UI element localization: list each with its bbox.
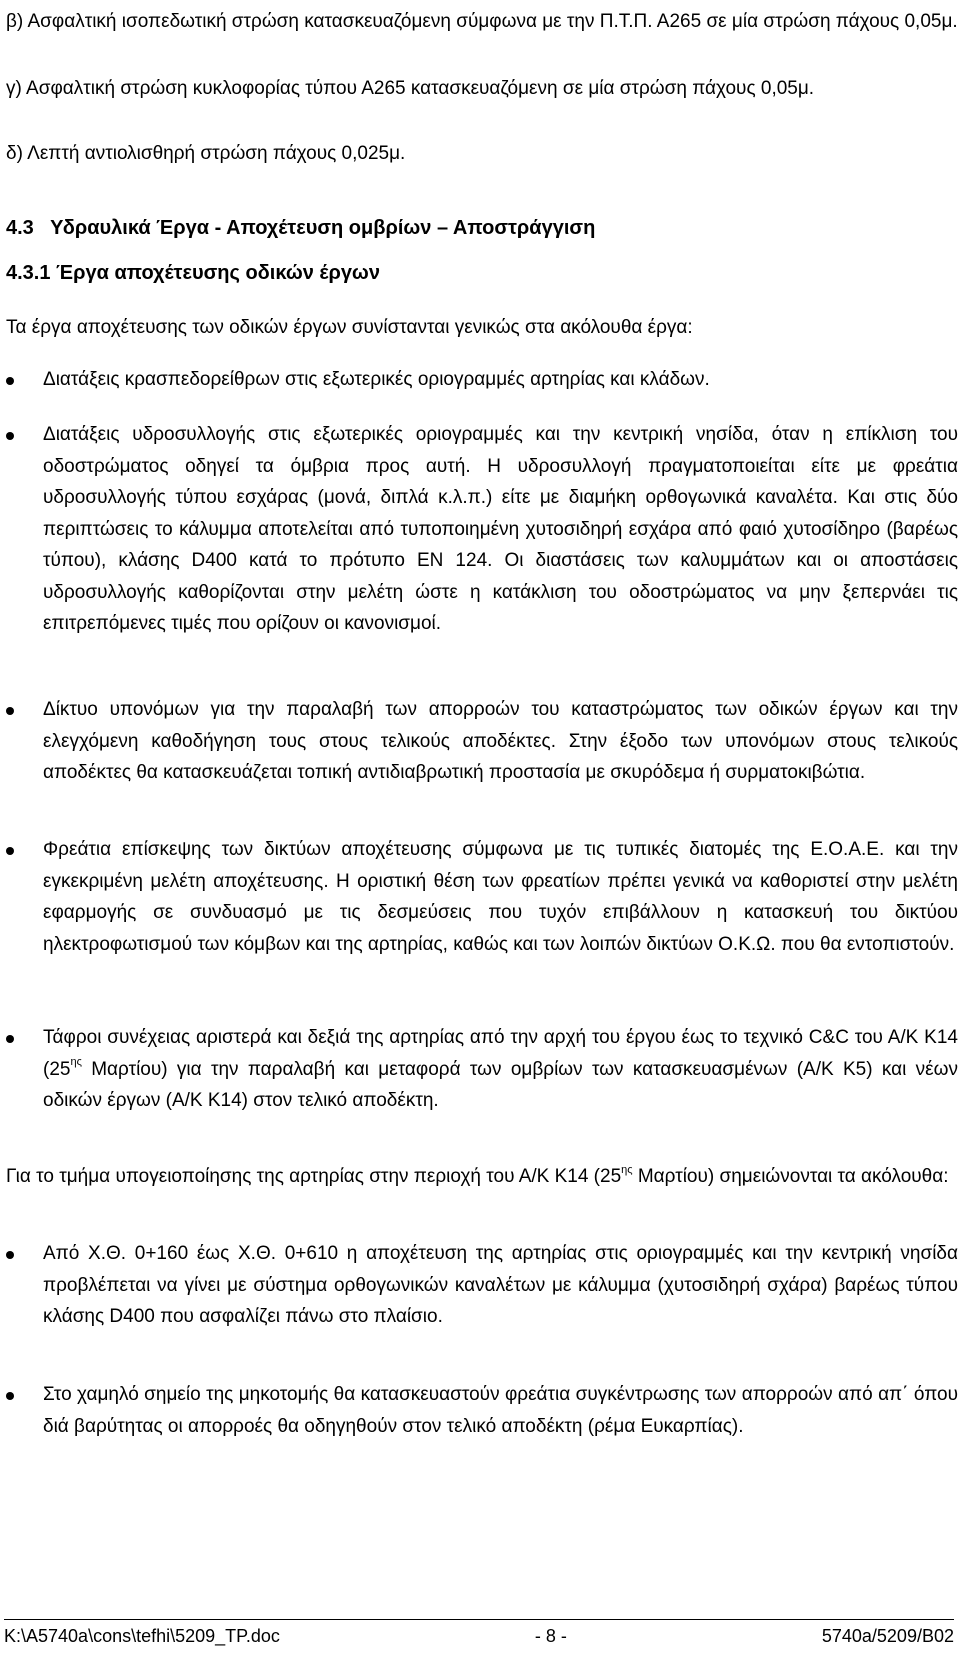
list-item-text: Φρεάτια επίσκεψης των δικτύων αποχέτευσης σύμφωνα με τις τυπικές διατομές της Ε.Ο.Α.Ε. και την εγκεκριμένη μελέτη αποχέτευσης. Η οριστική θέση των φρεατίων πρέπει γενικά να καθοριστεί στην μελέτη εφαρμογής σε συνδυασμό με τις δεσμεύσεις που τυχόν επιβάλλουν η κατασκευή του δικτύου ηλεκτροφωτισμού των κόμβων και της αρτηρίας, καθώς και των λοιπών δικτύων Ο.Κ.Ω. που θα εντοπιστούν. bbox=[43, 839, 958, 955]
footer-document-code: 5740a/5209/B02 bbox=[821, 1626, 954, 1646]
bullet-icon bbox=[6, 847, 14, 855]
intro-item-b: β) Ασφαλτική ισοπεδωτική στρώση κατασκευαζόμενη σύμφωνα με την Π.Τ.Π. Α265 σε μία στρώση πάχους 0,05μ. bbox=[6, 11, 958, 32]
list-item-text: Από Χ.Θ. 0+160 έως Χ.Θ. 0+610 η αποχέτευση της αρτηρίας στις οριογραμμές και την κεντρική νησίδα προβλέπεται να γίνει με σύστημα ορθογωνικών καναλέτων με κάλυμμα (χυτοσιδηρή σχάρα) βαρέως τύπου κλάσης D400 που ασφαλίζει πάνω στο πλαίσιο. bbox=[43, 1243, 958, 1327]
superscript: ης bbox=[70, 1056, 82, 1069]
bullet-icon bbox=[6, 1035, 14, 1043]
bullet-icon bbox=[6, 377, 14, 385]
list-item-text: Δίκτυο υπονόμων για την παραλαβή των απορροών του καταστρώματος των οδικών έργων και την ελεγχόμενη καθοδήγηση τους στους τελικούς αποδέκτες. Στην έξοδο των υπονόμων στους τελικούς αποδέκτες θα κατασκευάζεται τοπική αντιδιαβρωτική προστασία με σκυρόδεμα ή συρματοκιβώτια. bbox=[43, 699, 958, 783]
list-item-text: Διατάξεις κρασπεδορείθρων στις εξωτερικές οριογραμμές αρτηρίας και κλάδων. bbox=[43, 369, 710, 390]
section-lead: Τα έργα αποχέτευσης των οδικών έργων συνίστανται γενικώς στα ακόλουθα έργα: bbox=[6, 317, 693, 338]
footer-file-path: K:\A5740a\cons\tefhi\5209_TP.doc bbox=[4, 1626, 280, 1646]
list-item bbox=[6, 364, 958, 396]
list-item-text: Στο χαμηλό σημείο της μηκοτομής θα κατασκευαστούν φρεάτια συγκέντρωσης των απορροών από απ΄ όπου διά βαρύτητας οι απορροές θα οδηγηθούν στον τελικό αποδέκτη (ρέμα Ευκαρπίας). bbox=[43, 1384, 958, 1437]
section-title: Υδραυλικά Έργα - Αποχέτευση ομβρίων – Αποστράγγιση bbox=[50, 217, 596, 239]
list-item bbox=[6, 1379, 958, 1474]
list-item bbox=[6, 1238, 958, 1364]
section-paragraph: Για το τμήμα υπογειοποίησης της αρτηρίας στην περιοχή του Α/Κ Κ14 ($25^{\eta\varsigma}$ Μαρτίου) σημειώνονται τα ακόλουθα: bbox=[6, 1163, 949, 1187]
list-item-text: Τάφροι συνέχειας αριστερά και δεξιά της αρτηρίας από την αρχή του έργου έως το τεχνικό C&C του Α/Κ Κ14 ($25^{\eta\varsigma}$ Μαρτίου) για την παραλαβή και μεταφορά των ομβρίων των κατασκευασμένων (Α/Κ Κ5) και νέων οδικών έργων (Α/Κ Κ14) στον τελικό αποδέκτη. bbox=[43, 1027, 958, 1111]
footer-page-number: - 8 - bbox=[534, 1626, 567, 1646]
intro-item-d: δ) Λεπτή αντιολισθηρή στρώση πάχους 0,025μ. bbox=[6, 143, 406, 164]
page-footer bbox=[4, 1619, 954, 1648]
section-number: 4.3 bbox=[6, 217, 34, 239]
bullet-icon bbox=[6, 1392, 14, 1400]
list-item-text: Διατάξεις υδροσυλλογής στις εξωτερικές οριογραμμές και την κεντρική νησίδα, όταν η επίκλιση του οδοστρώματος οδηγεί τα όμβρια προς αυτή. Η υδροσυλλογή πραγματοποιείται είτε με φρεάτια υδροσυλλογής τύπου εσχάρας (μονά, διπλά κ.λ.π.) είτε με διαμήκη ορθογωνικά καναλέτα. Και στις δύο περιπτώσεις το κάλυμμα αποτελείται από τυποποιημένη χυτοσιδηρή εσχάρα από φαιό χυτοσίδηρο (βαρέως τύπου), κλάσης D400 κατά το πρότυπο ΕΝ 124. Οι διαστάσεις των καλυμμάτων και οι αποστάσεις υδροσυλλογής καθορίζονται στην μελέτη ώστε η κατάκλιση του οδοστρώματος να μην ξεπερνάει τις επιτρεπόμενες τιμές που ορίζουν οι κανονισμοί. bbox=[43, 424, 958, 634]
superscript: ης bbox=[621, 1163, 633, 1176]
list-item bbox=[6, 834, 958, 992]
intro-item-c: γ) Ασφαλτική στρώση κυκλοφορίας τύπου Α265 κατασκευαζόμενη σε μία στρώση πάχους 0,05μ. bbox=[6, 78, 815, 99]
section-heading bbox=[6, 213, 595, 245]
list-item bbox=[6, 1022, 958, 1148]
bullet-icon bbox=[6, 707, 14, 715]
subsection-number: 4.3.1 bbox=[6, 262, 51, 284]
bullet-icon bbox=[6, 1251, 14, 1259]
subsection-heading bbox=[6, 258, 380, 290]
list-item bbox=[6, 694, 958, 820]
list-item bbox=[6, 419, 958, 671]
bullet-icon bbox=[6, 432, 14, 440]
subsection-title: Έργα αποχέτευσης οδικών έργων bbox=[56, 262, 380, 284]
